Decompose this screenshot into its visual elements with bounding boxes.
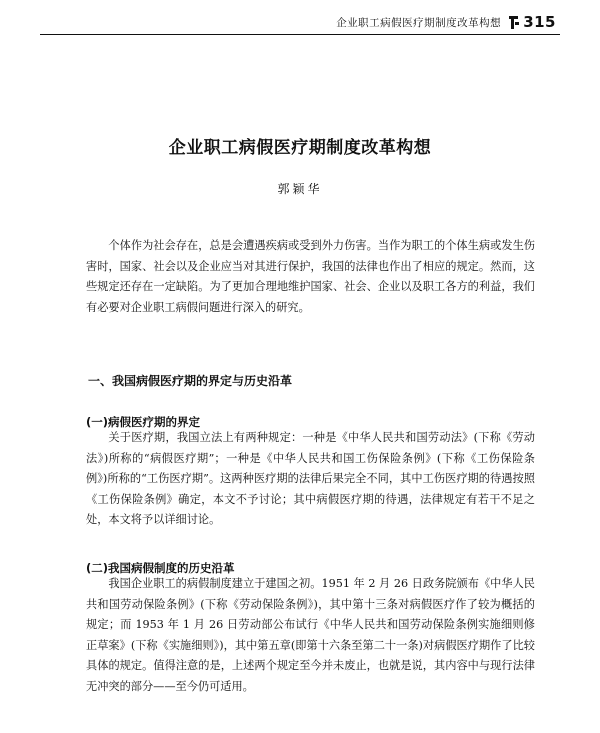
header-rule [40, 34, 560, 35]
running-head-journal: 企业职工病假医疗期制度改革构想 [336, 16, 502, 29]
article-author: 郭颖华 [277, 182, 323, 196]
section-heading-1: 一、我国病假医疗期的界定与历史沿革 [88, 374, 293, 388]
logo-glyph-icon [507, 15, 520, 30]
subsection-1-paragraph: 关于医疗期，我国立法上有两种规定：一种是《中华人民共和国劳动法》(下称《劳动法》)所称的“病假医疗期”；一种是《中华人民共和国工伤保险条例》(下称《工伤保险条例》)所称的“工伤医疗期”。这两种医疗期的法律后果完全不同，其中工伤医疗期的待遇按照《工伤保险条例》确定，本文不予讨论；其中病假医疗期的待遇，法律规定有若干不足之处，本文将予以详细讨论。 [86, 431, 535, 526]
intro-paragraph: 个体作为社会存在，总是会遭遇疾病或受到外力伤害。当作为职工的个体生病或发生伤害时，国家、社会以及企业应当对其进行保护，我国的法律也作出了相应的规定。然而，这些规定还存在一定缺陷。为了更加合理地维护国家、社会、企业以及职工各方的利益，我们有必要对企业职工病假问题进行深入的研究。 [86, 239, 535, 314]
subsection-2-paragraph: 我国企业职工的病假制度建立于建国之初。1951 年 2 月 26 日政务院颁布《中华人民共和国劳动保险条例》(下称《劳动保险条例》)，其中第十三条对病假医疗作了较为概括的规定；而 1953 年 1 月 26 日劳动部公布试行《中华人民共和国劳动保险条例实施细则修正草案》(下称《实施细则》)，其中第五章(即第十六条至第二十一条)对病假医疗期作了比较具体的规定。值得注意的是，上述两个规定至今并未废止，也就是说，其内容中与现行法律无冲突的部分——至今仍可适用。 [86, 577, 535, 693]
article-title: 企业职工病假医疗期制度改革构想 [168, 138, 432, 158]
subsection-heading-1: (一)病假医疗期的界定 [86, 415, 201, 429]
running-head [44, 12, 556, 32]
subsection-heading-2: (二)我国病假制度的历史沿革 [86, 561, 235, 575]
page-number: 315 [523, 13, 556, 31]
